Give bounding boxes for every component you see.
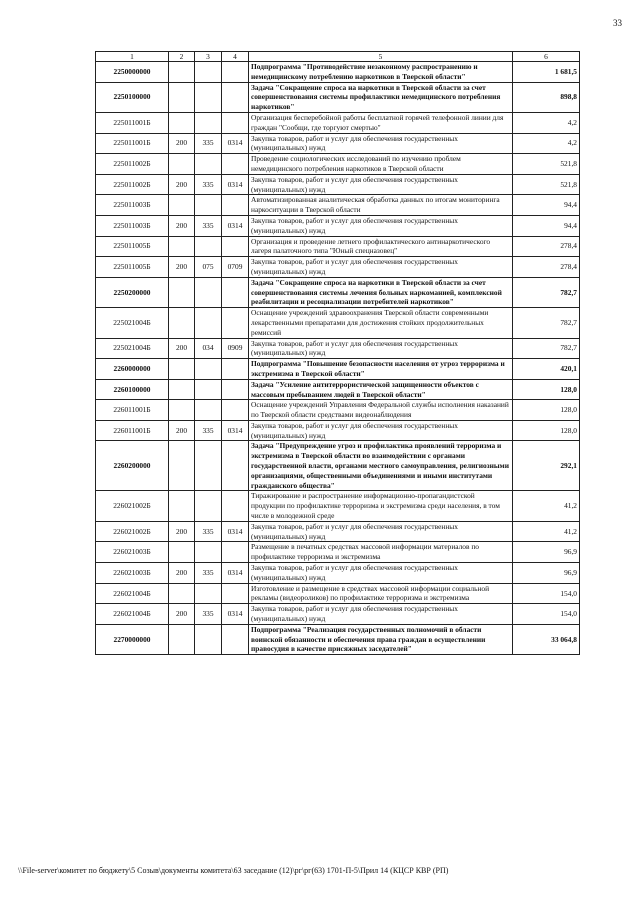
row-col3-cell xyxy=(195,491,222,521)
row-code-cell: 225011005Б xyxy=(96,257,169,278)
row-col3-cell xyxy=(195,542,222,563)
row-col3-cell: 335 xyxy=(195,215,222,236)
row-col2-cell: 200 xyxy=(169,521,195,542)
table-row xyxy=(96,308,580,338)
row-code-cell: 2260000000 xyxy=(96,359,169,380)
row-col3-cell: 034 xyxy=(195,338,222,359)
footer-file-path: \\File-server\комитет по бюджету\5 Созыв\документы комитета\63 заседание (12)\рг\рг(63) 1701-П-5\Прил 14 (КЦСР КВР (РП) xyxy=(18,866,449,875)
row-code-cell: 2260200000 xyxy=(96,441,169,491)
row-amount-cell: 33 064,8 xyxy=(513,624,580,654)
row-col3-cell xyxy=(195,195,222,216)
column-header: 3 xyxy=(195,52,222,62)
row-col2-cell xyxy=(169,154,195,175)
table-row xyxy=(96,583,580,604)
table-row xyxy=(96,277,580,307)
row-description-cell: Закупка товаров, работ и услуг для обеспечения государственных (муниципальных) нужд xyxy=(249,338,513,359)
row-description-cell: Организация и проведение летнего профилактического антинаркотического лагеря палаточного типа "Юный спецназовец" xyxy=(249,236,513,257)
row-col2-cell xyxy=(169,542,195,563)
table-row xyxy=(96,338,580,359)
row-amount-cell: 154,0 xyxy=(513,604,580,625)
row-amount-cell: 94,4 xyxy=(513,215,580,236)
row-col4-cell xyxy=(222,379,249,400)
row-amount-cell: 4,2 xyxy=(513,112,580,133)
table-row xyxy=(96,154,580,175)
table-row xyxy=(96,174,580,195)
row-description-cell: Подпрограмма "Повышение безопасности населения от угроз терроризма и экстремизма в Тверской области" xyxy=(249,359,513,380)
row-description-cell: Закупка товаров, работ и услуг для обеспечения государственных (муниципальных) нужд xyxy=(249,174,513,195)
row-code-cell: 225011003Б xyxy=(96,215,169,236)
row-amount-cell: 521,8 xyxy=(513,174,580,195)
row-col3-cell: 335 xyxy=(195,521,222,542)
row-code-cell: 2270000000 xyxy=(96,624,169,654)
budget-table xyxy=(95,51,580,655)
row-col3-cell xyxy=(195,379,222,400)
row-code-cell: 226021002Б xyxy=(96,521,169,542)
row-col2-cell xyxy=(169,62,195,83)
row-col2-cell: 200 xyxy=(169,338,195,359)
row-code-cell: 226021004Б xyxy=(96,583,169,604)
row-amount-cell: 420,1 xyxy=(513,359,580,380)
row-code-cell: 226011001Б xyxy=(96,400,169,421)
row-code-cell: 225011001Б xyxy=(96,133,169,154)
row-col4-cell: 0314 xyxy=(222,420,249,441)
row-col3-cell: 335 xyxy=(195,604,222,625)
row-col3-cell xyxy=(195,359,222,380)
row-col2-cell: 200 xyxy=(169,257,195,278)
row-col3-cell: 335 xyxy=(195,174,222,195)
table-row xyxy=(96,542,580,563)
row-col4-cell xyxy=(222,400,249,421)
row-amount-cell: 154,0 xyxy=(513,583,580,604)
row-code-cell: 225011005Б xyxy=(96,236,169,257)
table-row xyxy=(96,420,580,441)
row-col4-cell: 0909 xyxy=(222,338,249,359)
row-col2-cell xyxy=(169,236,195,257)
row-amount-cell: 898,8 xyxy=(513,82,580,112)
row-col3-cell xyxy=(195,236,222,257)
row-col4-cell: 0709 xyxy=(222,257,249,278)
row-col4-cell xyxy=(222,308,249,338)
row-code-cell: 226021004Б xyxy=(96,604,169,625)
row-col2-cell: 200 xyxy=(169,563,195,584)
row-description-cell: Проведение социологических исследований по изучению проблем немедицинского потребления наркотиков в Тверской области xyxy=(249,154,513,175)
row-amount-cell: 96,9 xyxy=(513,563,580,584)
row-amount-cell: 128,0 xyxy=(513,420,580,441)
row-col2-cell xyxy=(169,583,195,604)
row-col2-cell xyxy=(169,112,195,133)
row-col2-cell: 200 xyxy=(169,604,195,625)
row-col3-cell: 335 xyxy=(195,133,222,154)
row-amount-cell: 96,9 xyxy=(513,542,580,563)
row-col3-cell xyxy=(195,62,222,83)
table-header-row xyxy=(96,52,580,62)
row-col2-cell xyxy=(169,400,195,421)
row-col4-cell: 0314 xyxy=(222,521,249,542)
row-col4-cell: 0314 xyxy=(222,133,249,154)
row-col2-cell: 200 xyxy=(169,174,195,195)
row-description-cell: Задача "Предупреждение угроз и профилактика проявлений терроризма и экстремизма в Тверской области во взаимодействии с органами государственной власти, органами местного самоуправления, религиозными организациями, общественными объединениями и иными институтами гражданского общества" xyxy=(249,441,513,491)
row-col4-cell xyxy=(222,583,249,604)
row-amount-cell: 782,7 xyxy=(513,308,580,338)
row-col2-cell xyxy=(169,195,195,216)
table-row xyxy=(96,257,580,278)
row-col2-cell xyxy=(169,359,195,380)
row-amount-cell: 94,4 xyxy=(513,195,580,216)
table-row xyxy=(96,236,580,257)
table-row xyxy=(96,400,580,421)
row-amount-cell: 128,0 xyxy=(513,379,580,400)
row-code-cell: 226011001Б xyxy=(96,420,169,441)
row-col4-cell: 0314 xyxy=(222,563,249,584)
table-row xyxy=(96,441,580,491)
column-header: 1 xyxy=(96,52,169,62)
table-row xyxy=(96,521,580,542)
row-col4-cell xyxy=(222,62,249,83)
row-description-cell: Задача "Сокращение спроса на наркотики в Тверской области за счет совершенствования системы лечения больных наркоманией, комплексной реабилитации и ресоциализации потребителей наркотиков" xyxy=(249,277,513,307)
row-col4-cell xyxy=(222,154,249,175)
table-row xyxy=(96,133,580,154)
row-description-cell: Задача "Сокращение спроса на наркотики в Тверской области за счет совершенствования системы профилактики немедицинского потребления наркотиков" xyxy=(249,82,513,112)
table-row xyxy=(96,624,580,654)
row-col2-cell xyxy=(169,624,195,654)
row-col4-cell: 0314 xyxy=(222,215,249,236)
row-amount-cell: 782,7 xyxy=(513,277,580,307)
row-col4-cell xyxy=(222,441,249,491)
column-header: 5 xyxy=(249,52,513,62)
row-code-cell: 225021004Б xyxy=(96,338,169,359)
table-row xyxy=(96,195,580,216)
row-description-cell: Тиражирование и распространение информационно-пропагандистской продукции по профилактике терроризма и экстремизма среди населения, в том числе в молодежной среде xyxy=(249,491,513,521)
row-col4-cell xyxy=(222,542,249,563)
column-header: 6 xyxy=(513,52,580,62)
row-code-cell: 226021002Б xyxy=(96,491,169,521)
column-header: 2 xyxy=(169,52,195,62)
row-col4-cell xyxy=(222,195,249,216)
row-col4-cell xyxy=(222,624,249,654)
column-header: 4 xyxy=(222,52,249,62)
row-col4-cell xyxy=(222,491,249,521)
table-row xyxy=(96,62,580,83)
row-amount-cell: 4,2 xyxy=(513,133,580,154)
row-col3-cell xyxy=(195,583,222,604)
row-amount-cell: 782,7 xyxy=(513,338,580,359)
row-description-cell: Организация бесперебойной работы бесплатной горячей телефонной линии для граждан "Сообщи, где торгуют смертью" xyxy=(249,112,513,133)
row-col3-cell xyxy=(195,82,222,112)
page-number: 33 xyxy=(613,18,622,28)
row-description-cell: Подпрограмма "Реализация государственных полномочий в области воинской обязанности и обеспечения права граждан в осуществлении правосудия в качестве присяжных заседателей" xyxy=(249,624,513,654)
row-description-cell: Закупка товаров, работ и услуг для обеспечения государственных (муниципальных) нужд xyxy=(249,257,513,278)
row-col3-cell xyxy=(195,112,222,133)
row-description-cell: Закупка товаров, работ и услуг для обеспечения государственных (муниципальных) нужд xyxy=(249,420,513,441)
row-col2-cell xyxy=(169,441,195,491)
table-row xyxy=(96,604,580,625)
row-code-cell: 226021003Б xyxy=(96,542,169,563)
row-description-cell: Автоматизированная аналитическая обработка данных по итогам мониторинга наркоситуации в Тверской области xyxy=(249,195,513,216)
row-amount-cell: 521,8 xyxy=(513,154,580,175)
row-col3-cell: 335 xyxy=(195,563,222,584)
row-col3-cell xyxy=(195,400,222,421)
row-code-cell: 2260100000 xyxy=(96,379,169,400)
row-amount-cell: 41,2 xyxy=(513,521,580,542)
row-col4-cell xyxy=(222,359,249,380)
table-row xyxy=(96,215,580,236)
table-row xyxy=(96,112,580,133)
row-col2-cell xyxy=(169,379,195,400)
row-col4-cell xyxy=(222,236,249,257)
row-col2-cell: 200 xyxy=(169,133,195,154)
row-description-cell: Закупка товаров, работ и услуг для обеспечения государственных (муниципальных) нужд xyxy=(249,563,513,584)
row-col3-cell xyxy=(195,277,222,307)
row-description-cell: Закупка товаров, работ и услуг для обеспечения государственных (муниципальных) нужд xyxy=(249,604,513,625)
table-row xyxy=(96,379,580,400)
row-col2-cell: 200 xyxy=(169,215,195,236)
table-row xyxy=(96,82,580,112)
row-amount-cell: 292,1 xyxy=(513,441,580,491)
table-row xyxy=(96,563,580,584)
row-col2-cell xyxy=(169,82,195,112)
row-description-cell: Закупка товаров, работ и услуг для обеспечения государственных (муниципальных) нужд xyxy=(249,521,513,542)
row-col3-cell: 335 xyxy=(195,420,222,441)
row-amount-cell: 1 681,5 xyxy=(513,62,580,83)
row-description-cell: Изготовление и размещение в средствах массовой информации социальной рекламы (видеороликов) по профилактике терроризма и экстремизма xyxy=(249,583,513,604)
row-col4-cell: 0314 xyxy=(222,174,249,195)
row-amount-cell: 41,2 xyxy=(513,491,580,521)
row-col2-cell xyxy=(169,308,195,338)
row-code-cell: 225011002Б xyxy=(96,154,169,175)
row-code-cell: 225011001Б xyxy=(96,112,169,133)
row-amount-cell: 278,4 xyxy=(513,236,580,257)
row-col4-cell xyxy=(222,112,249,133)
row-description-cell: Подпрограмма "Противодействие незаконному распространению и немедицинскому потреблению наркотиков в Тверской области" xyxy=(249,62,513,83)
row-description-cell: Задача "Усиление антитеррористической защищенности объектов с массовым пребыванием людей в Тверской области" xyxy=(249,379,513,400)
row-code-cell: 225011003Б xyxy=(96,195,169,216)
row-code-cell: 2250100000 xyxy=(96,82,169,112)
row-col4-cell xyxy=(222,277,249,307)
row-code-cell: 2250200000 xyxy=(96,277,169,307)
row-col3-cell xyxy=(195,154,222,175)
row-col4-cell: 0314 xyxy=(222,604,249,625)
row-description-cell: Закупка товаров, работ и услуг для обеспечения государственных (муниципальных) нужд xyxy=(249,215,513,236)
row-description-cell: Оснащение учреждений Управления Федеральной службы исполнения наказаний по Тверской области средствами видеонаблюдения xyxy=(249,400,513,421)
row-description-cell: Оснащение учреждений здравоохранения Тверской области современными лекарственными препаратами для достижения стойких продолжительных ремиссий xyxy=(249,308,513,338)
row-col3-cell: 075 xyxy=(195,257,222,278)
row-col2-cell xyxy=(169,277,195,307)
row-code-cell: 225011002Б xyxy=(96,174,169,195)
row-description-cell: Размещение в печатных средствах массовой информации материалов по профилактике терроризма и экстремизма xyxy=(249,542,513,563)
row-code-cell: 225021004Б xyxy=(96,308,169,338)
table-row xyxy=(96,491,580,521)
row-col3-cell xyxy=(195,624,222,654)
row-code-cell: 226021003Б xyxy=(96,563,169,584)
row-amount-cell: 278,4 xyxy=(513,257,580,278)
row-col3-cell xyxy=(195,441,222,491)
row-code-cell: 2250000000 xyxy=(96,62,169,83)
row-amount-cell: 128,0 xyxy=(513,400,580,421)
row-col2-cell xyxy=(169,491,195,521)
row-col2-cell: 200 xyxy=(169,420,195,441)
row-col3-cell xyxy=(195,308,222,338)
row-description-cell: Закупка товаров, работ и услуг для обеспечения государственных (муниципальных) нужд xyxy=(249,133,513,154)
row-col4-cell xyxy=(222,82,249,112)
table-row xyxy=(96,359,580,380)
